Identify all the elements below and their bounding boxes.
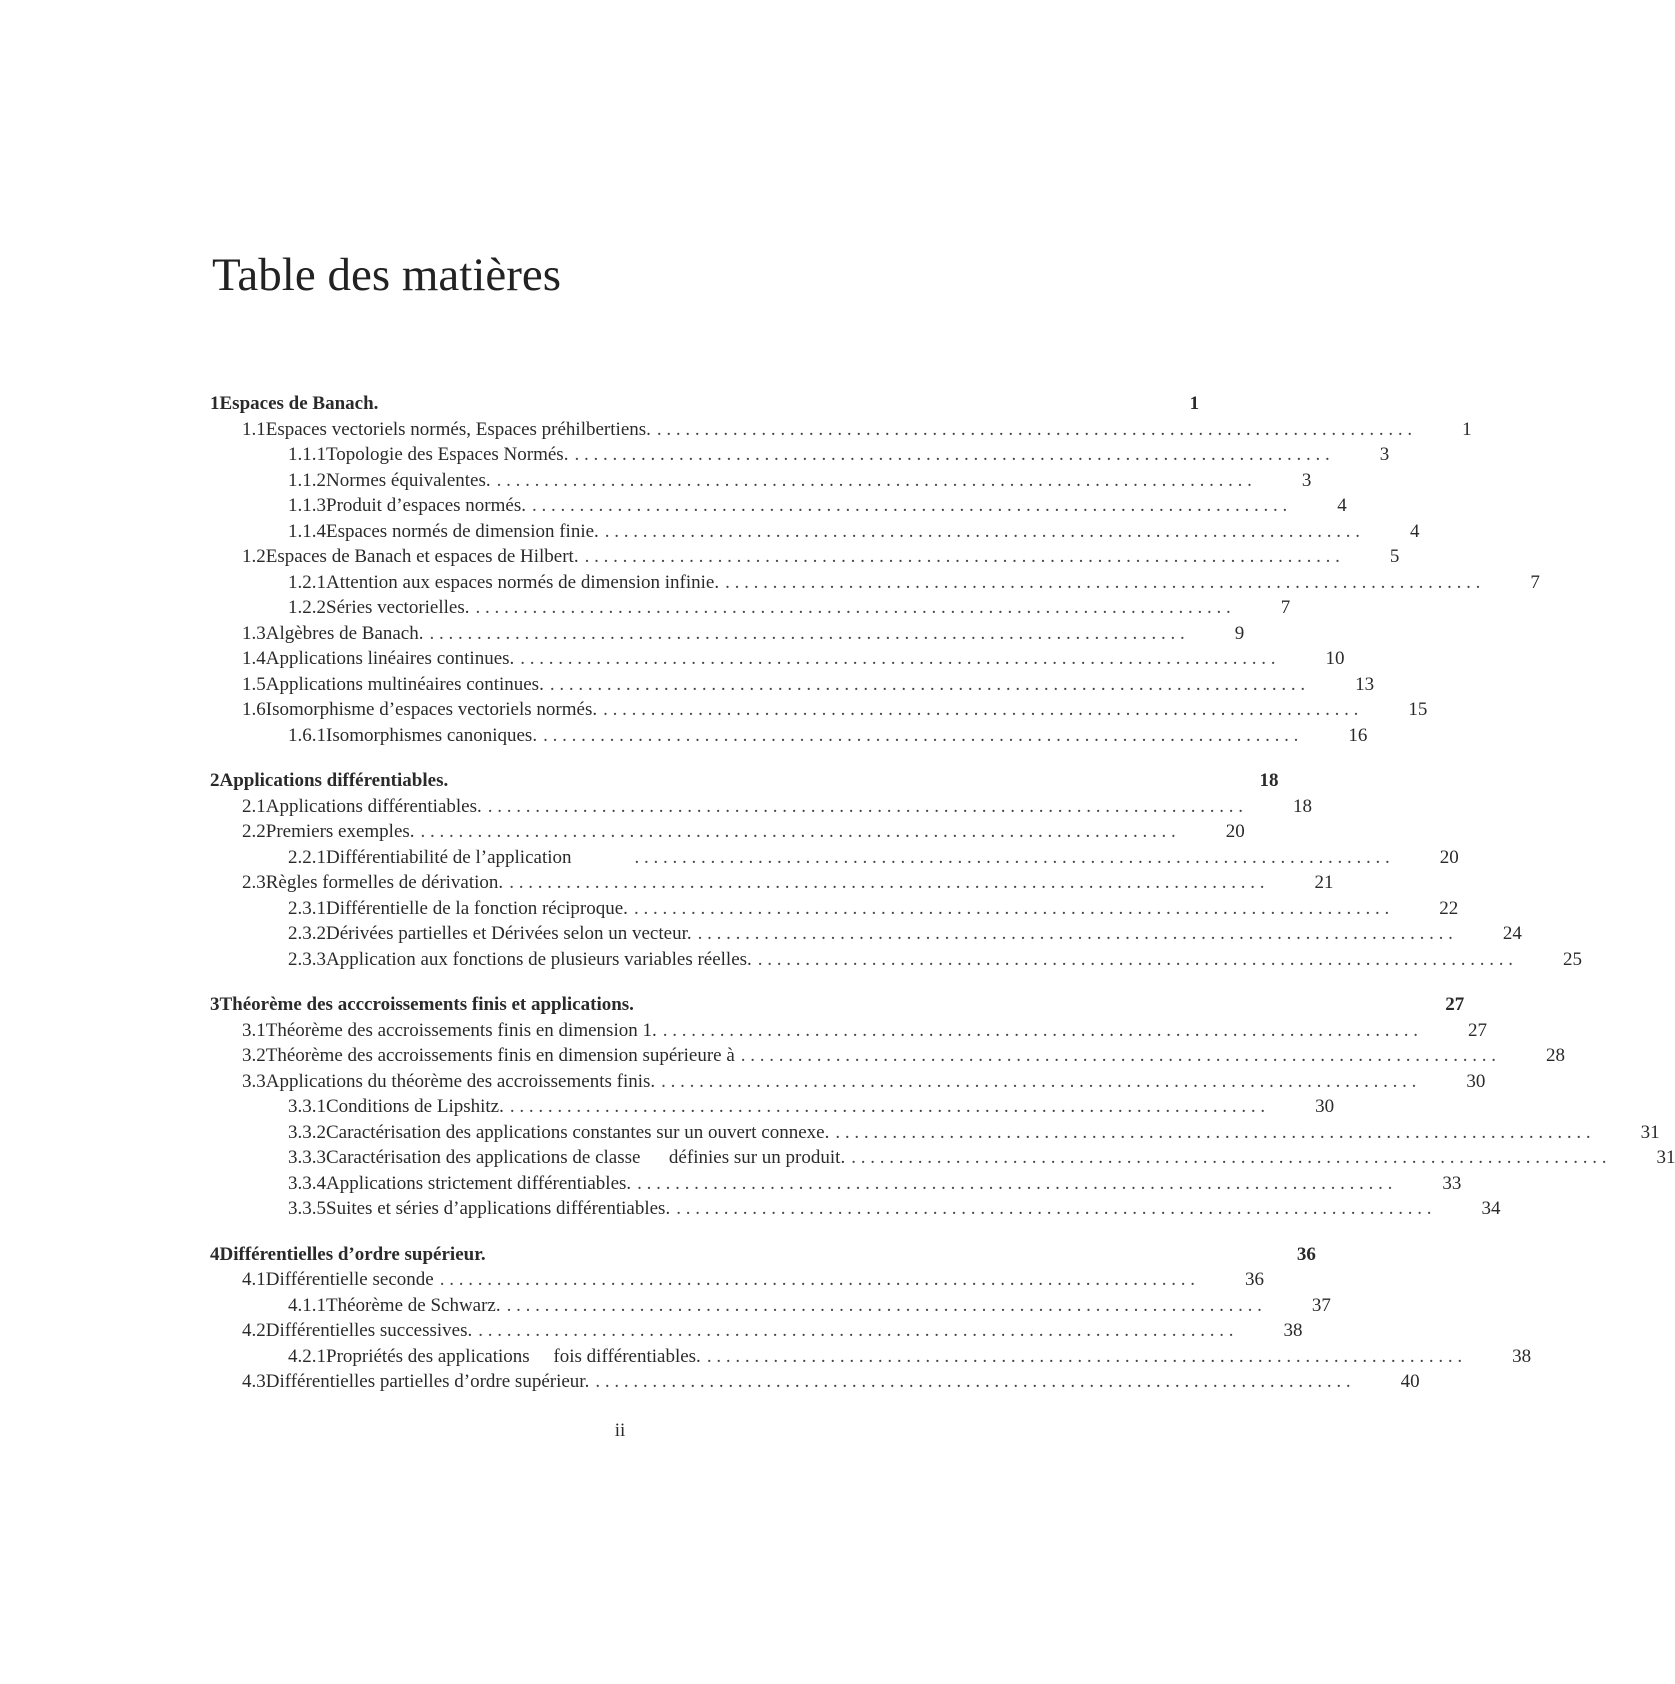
toc-entry-section[interactable] <box>210 1069 1486 1095</box>
toc-entry-section[interactable] <box>210 794 1312 820</box>
dot-leader: . . . . . . . . . . . . . . . . . . . . . . . . . . . . . . . . . . . . . . . . . . . . . . . . . . . . . . . . . . . . . . . . . . . . . . . . . . . . . . . . <box>496 469 1252 491</box>
entry-number: 3 <box>210 994 220 1015</box>
entry-page: 3 <box>1379 444 1390 465</box>
toc-entry-section[interactable] <box>210 819 1245 845</box>
toc-entry-section[interactable] <box>210 697 1428 723</box>
toc-entry-chapter[interactable] <box>210 1242 1316 1268</box>
entry-title: Suites et séries d’applications différentiables. <box>326 1198 671 1219</box>
entry-number: 2.2.1 <box>288 846 326 868</box>
dot-leader: . . . . . . . . . . . . . . . . . . . . . . . . . . . . . . . . . . . . . . . . . . . . . . . . . . . . . . . . . . . . . . . . . . . . . . . . . . . . . . . . <box>697 923 1453 944</box>
entry-number: 4.2.1 <box>288 1345 326 1367</box>
toc-entry-subsection[interactable] <box>210 1196 1501 1222</box>
entry-title: Applications multinéaires continues. <box>265 673 544 695</box>
entry-number: 2 <box>210 770 220 791</box>
dot-leader: . . . . . . . . . . . . . . . . . . . . . . . . . . . . . . . . . . . . . . . . . . . . . . . . . . . . . . . . . . . . . . . . . . . . . . . . . . . . . . . . <box>549 673 1306 695</box>
entry-title: Règles formelles de dérivation. <box>265 872 504 893</box>
dot-leader: . . . . . . . . . . . . . . . . . . . . . . . . . . . . . . . . . . . . . . . . . . . . . . . . . . . . . . . . . . . . . . . . . . . . . . . . . . . . . . . . <box>661 1070 1417 1092</box>
entry-number: 1.6.1 <box>288 724 326 746</box>
entry-title: Produit d’espaces normés. <box>326 495 526 516</box>
entry-page: 31 <box>1640 1121 1660 1143</box>
entry-page: 38 <box>1283 1320 1303 1341</box>
toc-entry-subsection[interactable] <box>210 845 1459 871</box>
entry-page: 24 <box>1502 923 1522 944</box>
page-title: Table des matières <box>212 249 562 301</box>
toc-entry-section[interactable] <box>210 1267 1264 1293</box>
entry-title: Isomorphisme d’espaces vectoriels normés. <box>265 699 598 720</box>
entry-page: 4 <box>1410 520 1420 542</box>
entry-page: 36 <box>1244 1269 1264 1290</box>
toc-entry-subsection[interactable] <box>210 1094 1335 1120</box>
entry-number: 1.1.3 <box>288 495 326 516</box>
toc-entry-subsection[interactable] <box>210 442 1390 468</box>
toc-entry-subsection[interactable] <box>210 493 1347 519</box>
entry-number: 3.3 <box>242 1070 266 1092</box>
dot-leader: . . . . . . . . . . . . . . . . . . . . . . . . . . . . . . . . . . . . . . . . . . . . . . . . . . . . . . . . . . . . . . . . . . . . . . . . . . . . . . . . <box>420 821 1176 842</box>
dot-leader: . . . . . . . . . . . . . . . . . . . . . . . . . . . . . . . . . . . . . . . . . . . . . . . . . . . . . . . . . . . . . . . . . . . . . . . . . . . . . . . . <box>706 1345 1463 1367</box>
toc-entry-subsection[interactable] <box>210 1344 1532 1370</box>
dot-leader: . . . . . . . . . . . . . . . . . . . . . . . . . . . . . . . . . . . . . . . . . . . . . . . . . . . . . . . . . . . . . . . . . . . . . . . . . . . . . . . . <box>509 872 1265 893</box>
entry-title: Attention aux espaces normés de dimension infinie. <box>326 571 720 593</box>
entry-number: 3.2 <box>242 1045 266 1066</box>
entry-page: 18 <box>1292 795 1312 817</box>
toc-entry-section[interactable] <box>210 544 1400 570</box>
entry-title: Applications différentiables. <box>219 770 449 791</box>
dot-leader: . . . . . . . . . . . . . . . . . . . . . . . . . . . . . . . . . . . . . . . . . . . . . . . . . . . . . . . . . . . . . . . . . . . . . . . . . . . . . . . . <box>676 1198 1432 1219</box>
entry-page: 5 <box>1389 546 1400 567</box>
entry-page: 27 <box>1467 1019 1487 1041</box>
dot-leader: . . . . . . . . . . . . . . . . . . . . . . . . . . . . . . . . . . . . . . . . . . . . . . . . . . . . . . . . . . . . . . . . . . . . . . . . . . . . . . . . <box>634 846 1390 868</box>
entry-number: 2.3.2 <box>288 923 326 944</box>
entry-page: 7 <box>1530 571 1540 593</box>
dot-leader: . . . . . . . . . . . . . . . . . . . . . . . . . . . . . . . . . . . . . . . . . . . . . . . . . . . . . . . . . . . . . . . . . . . . . . . . . . . . . . . . <box>637 1172 1393 1194</box>
entry-page: 30 <box>1315 1096 1335 1117</box>
entry-title: Caractérisation des applications de classe définies sur un produit. <box>326 1147 846 1168</box>
entry-number: 1.3 <box>242 622 266 644</box>
entry-title: Espaces de Banach. <box>219 393 379 414</box>
entry-title: Dérivées partielles et Dérivées selon un vecteur. <box>326 923 692 944</box>
entry-page: 36 <box>1296 1243 1316 1265</box>
entry-page: 31 <box>1656 1147 1675 1168</box>
entry-page: 10 <box>1325 648 1345 669</box>
entry-title: Applications linéaires continues. <box>265 648 515 669</box>
entry-title: Séries vectorielles. <box>326 597 470 618</box>
entry-number: 3.3.5 <box>288 1198 326 1219</box>
dot-leader: . . . . . . . . . . . . . . . . . . . . . . . . . . . . . . . . . . . . . . . . . . . . . . . . . . . . . . . . . . . . . . . . . . . . . . . . . . . . . . . . <box>757 948 1514 970</box>
entry-page: 20 <box>1225 821 1245 842</box>
entry-number: 2.3 <box>242 872 266 893</box>
toc-entry-section[interactable] <box>210 1018 1487 1044</box>
entry-page: 28 <box>1546 1045 1566 1066</box>
toc-entry-subsection[interactable] <box>210 570 1540 596</box>
toc-entry-chapter[interactable] <box>210 391 1200 417</box>
entry-title: Espaces normés de dimension finie. <box>326 520 599 542</box>
entry-page: 20 <box>1439 846 1459 868</box>
dot-leader: . . . . . . . . . . . . . . . . . . . . . . . . . . . . . . . . . . . . . . . . . . . . . . . . . . . . . . . . . . . . . . . . . . . . . . . . . . . . . . . . <box>740 1045 1497 1066</box>
toc-entry-subsection[interactable] <box>210 1293 1331 1319</box>
toc-entry-section[interactable] <box>210 621 1245 647</box>
entry-page: 21 <box>1314 872 1334 893</box>
entry-number: 4 <box>210 1243 220 1265</box>
entry-title: Normes équivalentes. <box>326 469 491 491</box>
dot-leader: . . . . . . . . . . . . . . . . . . . . . . . . . . . . . . . . . . . . . . . . . . . . . . . . . . . . . . . . . . . . . . . . . . . . . . . . . . . . . . . . <box>506 1294 1262 1316</box>
dot-leader: . . . . . . . . . . . . . . . . . . . . . . . . . . . . . . . . . . . . . . . . . . . . . . . . . . . . . . . . . . . . . . . . . . . . . . . . . . . . . . . . <box>478 1320 1234 1341</box>
dot-leader: . . . . . . . . . . . . . . . . . . . . . . . . . . . . . . . . . . . . . . . . . . . . . . . . . . . . . . . . . . . . . . . . . . . . . . . . . . . . . . . . <box>835 1121 1591 1143</box>
toc-entry-section[interactable] <box>210 417 1472 443</box>
entry-page: 15 <box>1408 699 1428 720</box>
entry-number: 1.2.1 <box>288 571 326 593</box>
dot-leader: . . . . . . . . . . . . . . . . . . . . . . . . . . . . . . . . . . . . . . . . . . . . . . . . . . . . . . . . . . . . . . . . . . . . . . . . . . . . . . . . <box>520 648 1276 669</box>
entry-title: Conditions de Lipshitz. <box>326 1096 504 1117</box>
entry-title: Topologie des Espaces Normés. <box>326 444 569 465</box>
entry-number: 2.3.1 <box>288 897 326 919</box>
entry-page: 7 <box>1280 597 1291 618</box>
dot-leader: . . . . . . . . . . . . . . . . . . . . . . . . . . . . . . . . . . . . . . . . . . . . . . . . . . . . . . . . . . . . . . . . . . . . . . . . . . . . . . . . <box>429 622 1185 644</box>
entry-number: 3.3.2 <box>288 1121 326 1143</box>
entry-title: Propriétés des applications fois différentiables. <box>326 1345 701 1367</box>
entry-title: Algèbres de Banach. <box>265 622 424 644</box>
entry-page: 3 <box>1301 469 1312 491</box>
toc-entry-section[interactable] <box>210 1369 1420 1395</box>
entry-page: 34 <box>1481 1198 1501 1219</box>
entry-title: Applications strictement différentiables. <box>326 1172 632 1194</box>
entry-page: 16 <box>1348 724 1368 746</box>
entry-number: 3.1 <box>242 1019 266 1041</box>
entry-number: 1 <box>210 393 220 414</box>
entry-number: 1.6 <box>242 699 266 720</box>
entry-page: 22 <box>1439 897 1459 919</box>
entry-number: 4.1.1 <box>288 1294 326 1316</box>
entry-title: Différentielles partielles d’ordre supérieur. <box>265 1371 590 1392</box>
entry-title: Caractérisation des applications constantes sur un ouvert connexe. <box>326 1121 830 1143</box>
entry-title: Théorème des accroissements finis en dimension supérieure à <box>265 1045 735 1066</box>
toc-entry-subsection[interactable] <box>210 896 1459 922</box>
entry-page: 13 <box>1355 673 1375 695</box>
entry-number: 2.3.3 <box>288 948 326 970</box>
toc-entry-subsection[interactable] <box>210 1145 1675 1171</box>
entry-page: 1 <box>1189 393 1200 414</box>
entry-title: Isomorphismes canoniques. <box>326 724 538 746</box>
entry-title: Différentiabilité de l’application <box>326 846 629 868</box>
dot-leader: . . . . . . . . . . . . . . . . . . . . . . . . . . . . . . . . . . . . . . . . . . . . . . . . . . . . . . . . . . . . . . . . . . . . . . . . . . . . . . . . <box>439 1269 1195 1290</box>
entry-number: 1.1 <box>242 418 266 440</box>
toc-entry-chapter[interactable] <box>210 768 1279 794</box>
dot-leader: . . . . . . . . . . . . . . . . . . . . . . . . . . . . . . . . . . . . . . . . . . . . . . . . . . . . . . . . . . . . . . . . . . . . . . . . . . . . . . . . <box>725 571 1481 593</box>
entry-title: Espaces vectoriels normés, Espaces préhilbertiens. <box>265 418 651 440</box>
dot-leader: . . . . . . . . . . . . . . . . . . . . . . . . . . . . . . . . . . . . . . . . . . . . . . . . . . . . . . . . . . . . . . . . . . . . . . . . . . . . . . . . <box>531 495 1288 516</box>
page-number: ii <box>614 1420 626 1441</box>
entry-number: 4.3 <box>242 1371 266 1392</box>
dot-leader: . . . . . . . . . . . . . . . . . . . . . . . . . . . . . . . . . . . . . . . . . . . . . . . . . . . . . . . . . . . . . . . . . . . . . . . . . . . . . . . . <box>574 444 1330 465</box>
entry-title: Différentielle de la fonction réciproque. <box>326 897 628 919</box>
dot-leader: . . . . . . . . . . . . . . . . . . . . . . . . . . . . . . . . . . . . . . . . . . . . . . . . . . . . . . . . . . . . . . . . . . . . . . . . . . . . . . . . <box>487 795 1243 817</box>
entry-page: 27 <box>1445 994 1465 1015</box>
entry-number: 3.3.4 <box>288 1172 326 1194</box>
entry-number: 4.1 <box>242 1269 266 1290</box>
toc-entry-section[interactable] <box>210 1043 1566 1069</box>
dot-leader: . . . . . . . . . . . . . . . . . . . . . . . . . . . . . . . . . . . . . . . . . . . . . . . . . . . . . . . . . . . . . . . . . . . . . . . . . . . . . . . . <box>475 597 1231 618</box>
dot-leader: . . . . . . . . . . . . . . . . . . . . . . . . . . . . . . . . . . . . . . . . . . . . . . . . . . . . . . . . . . . . . . . . . . . . . . . . . . . . . . . . <box>662 1019 1418 1041</box>
entry-title: Application aux fonctions de plusieurs variables réelles. <box>326 948 752 970</box>
entry-number: 1.1.4 <box>288 520 326 542</box>
entry-page: 30 <box>1466 1070 1486 1092</box>
entry-title: Premiers exemples. <box>265 821 415 842</box>
dot-leader: . . . . . . . . . . . . . . . . . . . . . . . . . . . . . . . . . . . . . . . . . . . . . . . . . . . . . . . . . . . . . . . . . . . . . . . . . . . . . . . . <box>543 724 1299 746</box>
entry-title: Différentielle seconde <box>265 1269 434 1290</box>
entry-number: 2.2 <box>242 821 266 842</box>
dot-leader: . . . . . . . . . . . . . . . . . . . . . . . . . . . . . . . . . . . . . . . . . . . . . . . . . . . . . . . . . . . . . . . . . . . . . . . . . . . . . . . . <box>633 897 1390 919</box>
entry-title: Applications du théorème des accroissements finis. <box>265 1070 656 1092</box>
entry-title: Théorème des accroissements finis en dimension 1. <box>265 1019 657 1041</box>
dot-leader: . . . . . . . . . . . . . . . . . . . . . . . . . . . . . . . . . . . . . . . . . . . . . . . . . . . . . . . . . . . . . . . . . . . . . . . . . . . . . . . . <box>595 1371 1351 1392</box>
entry-number: 4.2 <box>242 1320 266 1341</box>
dot-leader: . . . . . . . . . . . . . . . . . . . . . . . . . . . . . . . . . . . . . . . . . . . . . . . . . . . . . . . . . . . . . . . . . . . . . . . . . . . . . . . . <box>604 520 1361 542</box>
entry-page: 33 <box>1442 1172 1462 1194</box>
entry-number: 2.1 <box>242 795 266 817</box>
entry-page: 25 <box>1563 948 1583 970</box>
toc-entry-section[interactable] <box>210 1318 1303 1344</box>
toc-entry-subsection[interactable] <box>210 519 1420 545</box>
toc-entry-section[interactable] <box>210 646 1345 672</box>
entry-page: 37 <box>1311 1294 1331 1316</box>
entry-title: Différentielles d’ordre supérieur. <box>219 1243 486 1265</box>
toc-entry-subsection[interactable] <box>210 947 1583 973</box>
toc-entry-subsection[interactable] <box>210 1120 1660 1146</box>
dot-leader: . . . . . . . . . . . . . . . . . . . . . . . . . . . . . . . . . . . . . . . . . . . . . . . . . . . . . . . . . . . . . . . . . . . . . . . . . . . . . . . . <box>509 1096 1266 1117</box>
toc-entry-subsection[interactable] <box>210 1171 1462 1197</box>
toc-entry-subsection[interactable] <box>210 468 1312 494</box>
entry-title: Théorème de Schwarz. <box>326 1294 501 1316</box>
dot-leader: . . . . . . . . . . . . . . . . . . . . . . . . . . . . . . . . . . . . . . . . . . . . . . . . . . . . . . . . . . . . . . . . . . . . . . . . . . . . . . . . <box>656 418 1413 440</box>
entry-number: 1.2 <box>242 546 266 567</box>
toc-entry-section[interactable] <box>210 870 1334 896</box>
entry-number: 3.3.3 <box>288 1147 326 1168</box>
entry-number: 1.4 <box>242 648 266 669</box>
entry-number: 1.1.2 <box>288 469 326 491</box>
dot-leader: . . . . . . . . . . . . . . . . . . . . . . . . . . . . . . . . . . . . . . . . . . . . . . . . . . . . . . . . . . . . . . . . . . . . . . . . . . . . . . . . <box>584 546 1340 567</box>
toc-entry-chapter[interactable] <box>210 992 1465 1018</box>
entry-page: 1 <box>1462 418 1472 440</box>
entry-page: 38 <box>1512 1345 1532 1367</box>
entry-page: 4 <box>1337 495 1347 516</box>
entry-title: Théorème des acccroissements finis et applications. <box>219 994 634 1015</box>
entry-title: Espaces de Banach et espaces de Hilbert. <box>265 546 579 567</box>
toc-entry-section[interactable] <box>210 672 1375 698</box>
entry-page: 40 <box>1400 1371 1420 1392</box>
entry-title: Différentielles successives. <box>265 1320 473 1341</box>
entry-title: Applications différentiables. <box>265 795 482 817</box>
entry-number: 1.1.1 <box>288 444 326 465</box>
entry-number: 1.2.2 <box>288 597 326 618</box>
dot-leader: . . . . . . . . . . . . . . . . . . . . . . . . . . . . . . . . . . . . . . . . . . . . . . . . . . . . . . . . . . . . . . . . . . . . . . . . . . . . . . . . <box>851 1147 1607 1168</box>
toc-entry-subsection[interactable] <box>210 723 1368 749</box>
entry-number: 1.5 <box>242 673 266 695</box>
toc-entry-subsection[interactable] <box>210 921 1522 947</box>
entry-page: 18 <box>1259 770 1279 791</box>
table-of-contents <box>210 391 1675 1395</box>
entry-page: 9 <box>1234 622 1245 644</box>
dot-leader: . . . . . . . . . . . . . . . . . . . . . . . . . . . . . . . . . . . . . . . . . . . . . . . . . . . . . . . . . . . . . . . . . . . . . . . . . . . . . . . . <box>603 699 1359 720</box>
entry-number: 3.3.1 <box>288 1096 326 1117</box>
toc-entry-subsection[interactable] <box>210 595 1291 621</box>
